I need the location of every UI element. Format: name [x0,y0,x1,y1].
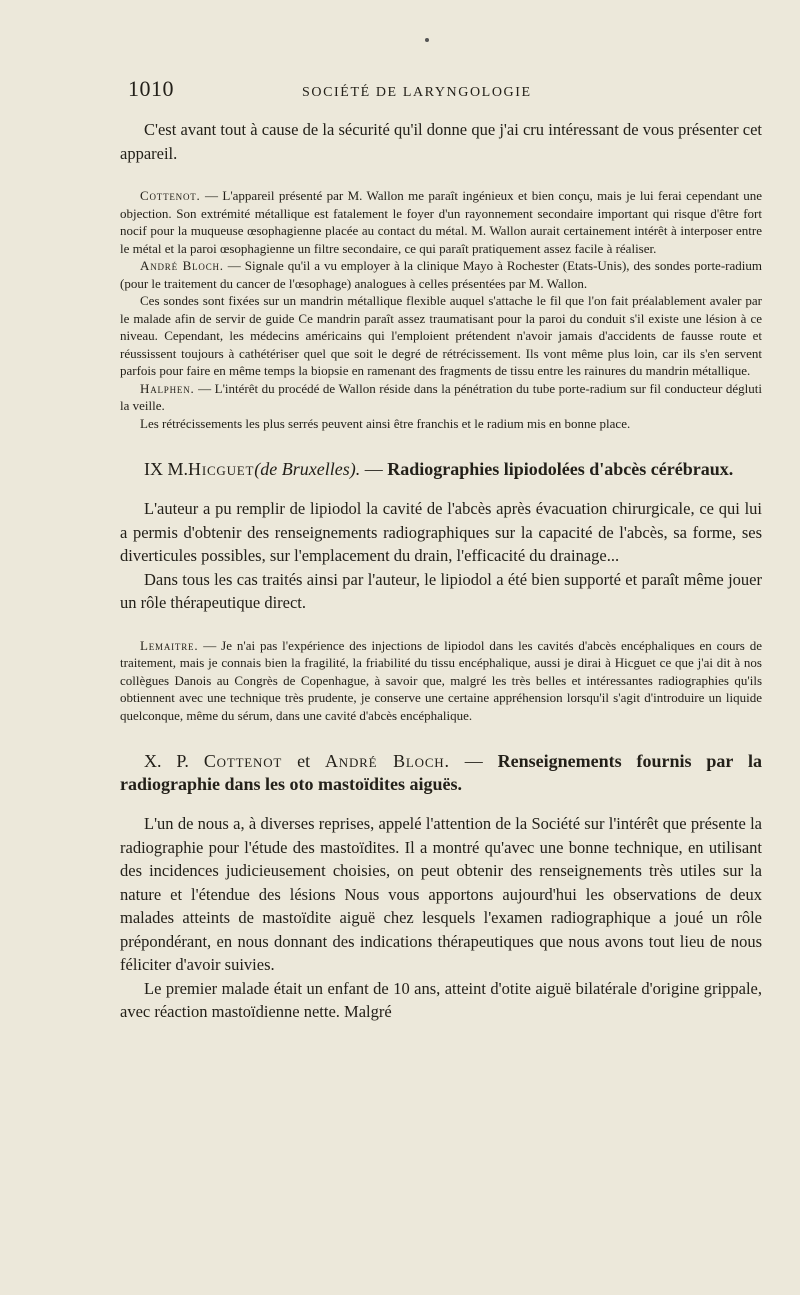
section-heading-ix [120,458,762,481]
discussion-wallon [120,187,762,432]
section-number: IX [144,459,163,479]
running-title: SOCIÉTÉ DE LARYNGOLOGIE [302,85,532,100]
speaker-name: André Bloch. [140,258,224,273]
discussion-paragraph [120,380,762,415]
section-number: X. [144,751,162,771]
section-title: Radiographies lipiodolées d'abcès cérébraux. [387,459,734,479]
speaker-name: Halphen. [140,380,195,396]
speaker-name: Cottenot. [140,188,201,203]
author-prefix: P. [176,751,189,771]
discussion-text: Les rétrécissements les plus serrés peuvent ainsi être franchis et le radium mis en bonne place. [140,415,631,431]
author-affiliation: (de Bruxelles). [254,459,361,479]
discussion-paragraph [120,415,762,433]
title-dash: — [360,459,388,479]
ink-dot [425,38,429,42]
intro-paragraph: C'est avant tout à cause de la sécurité qu'il donne que j'ai cru intéressant de vous présenter cet appareil. [120,120,762,163]
page-number: 1010 [128,76,174,101]
page-content [120,118,762,1024]
title-dash: — [449,751,498,771]
discussion-text: Ces sondes sont fixées sur un mandrin métallique flexible auquel s'attache le fil que l'on fait préalablement avaler par le malade afin de servir de guide Ce mandrin paraît assez traumatisant pour la paroi du conduit s'il existe une lésion à ce niveau. Cependant, les médecins américains qui l'emploient prétendent n'avoir jamais d'accidents de fausse route et réussissent toujours à cathétériser quel que soit le degré de rétrécissement. Ils vont même plus loin, car ils s'en servent parfois pour faire en même temps la biopsie en ramenant des fragments de tissu entre les rainures du mandrin métallique. [120,293,762,378]
discussion-text: — L'intérêt du procédé de Wallon réside dans la pénétration du tube porte-radium sur fil conducteur dégluti la veille. [120,380,762,413]
discussion-text: — Je n'ai pas l'expérience des injections de lipiodol dans les cavités d'abcès encéphaliques en cours de traitement, mais je connais bien la fragilité, la friabilité du tissu encéphalique, aussi je dirai à Hicguet ce que j'ai dit à nos collègues Danois au Congrès de Copenhague, à savoir que, malgré les très belles et intéressantes radiographies qu'ils obtiennent avec une technique très prudente, je conserve une certaine appréhension lorsqu'il s'agit d'introduire un liquide quelconque, même du sérum, dans une cavité d'abcès encéphalique. [120,637,762,723]
author-name: Cottenot [203,751,283,771]
author-prefix: M. [167,459,189,479]
discussion-paragraph [120,292,762,380]
speaker-name: Lemaitre. [140,637,199,653]
author-name: Hicguet [188,459,255,479]
body-paragraph: L'auteur a pu remplir de lipiodol la cavité de l'abcès après évacuation chirurgicale, ce qui lui a permis d'obtenir des renseignements radiographiques sur la capacité de l'abcès, sa forme, ses diverticules possibles, sur l'emplacement du drain, l'efficacité du drainage... [120,499,762,565]
discussion-text: — L'appareil présenté par M. Wallon me paraît ingénieux et bien conçu, mais je lui ferai cependant une objection. Son extrémité métallique est fatalement le foyer d'un rayonnement secondaire important qui risque d'être fort nocif pour la muqueuse œsophagienne placée au contact du métal. M. Wallon aurait certainement intérêt à interposer entre le métal et la paroi œsophagienne un filtre secondaire, ce qui paraît pratiquement assez facile à réaliser. [120,188,762,256]
discussion-paragraph [120,257,762,292]
section-title: Renseignements fournis par la radiographie dans les oto mastoïdites aiguës. [120,751,762,794]
discussion-text: — Signale qu'il a vu employer à la clinique Mayo à Rochester (Etats-Unis), des sondes porte-radium (pour le traitement du cancer de l'œsophage) analogues à celles présentées par M. Wallon. [120,258,762,291]
section-ix-body [120,497,762,615]
body-paragraph: Dans tous les cas traités ainsi par l'auteur, le lipiodol a été bien supporté et paraît même jouer un rôle thérapeutique direct. [120,569,762,612]
body-paragraph: Le premier malade était un enfant de 10 ans, atteint d'otite aiguë bilatérale d'origine grippale, avec réaction mastoïdienne nette. Malgré [120,978,762,1021]
author-name: André Bloch. [324,751,450,771]
discussion-paragraph [120,637,762,725]
page-header [128,76,773,102]
body-paragraph: L'un de nous a, à diverses reprises, appelé l'attention de la Société sur l'intérêt que présente la radiographie pour l'étude des mastoïdites. Il a montré qu'avec une bonne technique, en utilisant des incidences judicieusement choisies, on peut obtenir des renseignements très utiles sur la nature et l'étendue des lésions Nous vous apportons aujourd'hui les observations de deux malades atteints de mastoïdite aiguë chez lesquels l'examen radiographique a joué un rôle prépondérant, en nous donnant des indications thérapeutiques que nous avons tout lieu de nous féliciter d'avoir suivies. [120,814,762,974]
section-heading-x [120,750,762,796]
discussion-paragraph [120,187,762,257]
discussion-lemaitre [120,637,762,725]
section-x-body [120,812,762,1024]
author-conjunction: et [297,751,311,771]
